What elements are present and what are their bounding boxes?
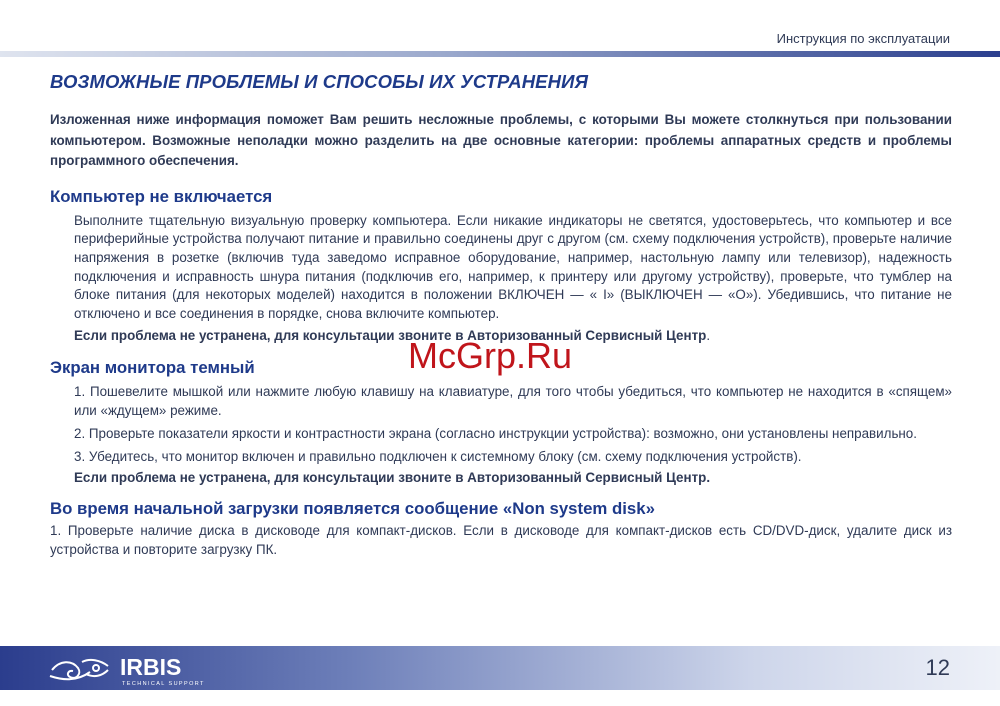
page-number: 12 (925, 655, 950, 680)
intro-paragraph: Изложенная ниже информация поможет Вам решить несложные проблемы, с которыми Вы можете столкнуться при пользовании компьютером. Возможные неполадки можно разделить на две основные категории: проблемы аппаратных средств и проблемы программного обеспечения. (50, 112, 952, 168)
logo-wordmark: IRBIS (120, 654, 182, 680)
logo-tagline: TECHNICAL SUPPORT (122, 681, 205, 687)
header-title: Инструкция по эксплуатации (776, 31, 950, 46)
page-title: ВОЗМОЖНЫЕ ПРОБЛЕМЫ И СПОСОБЫ ИХ УСТРАНЕНИЯ (50, 71, 589, 92)
monitor-step-2: 2. Проверьте показатели яркости и контрастности экрана (согласно инструкции устройства): возможно, они установлены неправильно. (74, 425, 917, 441)
section-body-power: Выполните тщательную визуальную проверку компьютера. Если никакие индикаторы не светятся, удостоверьтесь, что компьютер и все периферийные устройства получают питание и правильно соединены друг с другом (см. схему подключения устройств), проверьте наличие напряжения в розетке (включив туда заведомо исправное оборудование, например, настольную лампу или телевизор), надежность подключения и исправность шнура питания (подключив его, например, к принтеру или другому устройству), проверьте, что тумблер на блоке питания (для некоторых моделей) находится в положении ВКЛЮЧЕН — « I» (ВЫКЛЮЧЕН — «O»). Убедившись, что питание не отключено и все соединения в порядке, снова включите компьютер. (74, 212, 952, 322)
service-note-text: Если проблема не устранена, для консультации звоните в Авторизованный Сервисный Центр (74, 327, 707, 343)
irbis-logo (46, 650, 216, 688)
logo-swirl-icon (50, 660, 108, 679)
monitor-step-1: 1. Пошевелите мышкой или нажмите любую клавишу на клавиатуре, для того чтобы убедиться, что компьютер не находится в «спящем» или «ждущем» режиме. (74, 384, 952, 419)
watermark-text: McGrp.Ru (408, 335, 573, 376)
section-heading-boot: Во время начальной загрузки появляется сообщение «Non system disk» (50, 498, 655, 518)
section-heading-power: Компьютер не включается (50, 186, 273, 206)
header-band (0, 51, 1000, 57)
page-content (50, 70, 952, 559)
service-note-period: . (706, 327, 711, 343)
boot-step-1: 1. Проверьте наличие диска в дисководе для компакт-дисков. Если в дисководе для компакт-дисков есть CD/DVD-диск, удалите диск из устройства и повторите загрузку ПК. (50, 522, 952, 557)
service-note-monitor: Если проблема не устранена, для консультации звоните в Авторизованный Сервисный Центр. (74, 470, 711, 486)
monitor-step-3: 3. Убедитесь, что монитор включен и правильно подключен к системному блоку (см. схему подключения устройств). (74, 448, 802, 464)
section-heading-monitor: Экран монитора темный (50, 358, 255, 378)
